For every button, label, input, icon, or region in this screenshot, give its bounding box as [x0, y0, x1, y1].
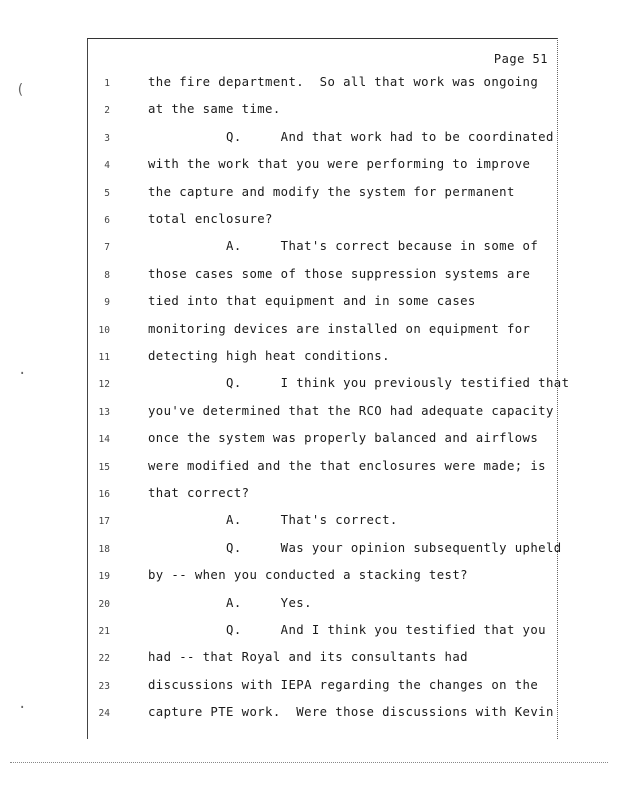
- transcript-line: [0, 677, 618, 704]
- transcript-line: [0, 458, 618, 485]
- line-number: 7: [104, 242, 110, 254]
- line-number: 12: [98, 379, 110, 391]
- line-text: A. Yes.: [148, 595, 312, 610]
- transcript-line: [0, 321, 618, 348]
- transcript-line: [0, 184, 618, 211]
- line-text: Q. And I think you testified that you: [148, 623, 546, 637]
- line-number: 18: [98, 543, 110, 555]
- line-text: at the same time.: [148, 102, 281, 117]
- line-text: those cases some of those suppression systems are: [148, 266, 531, 281]
- margin-mark: ·: [18, 700, 27, 716]
- line-text: capture PTE work. Were those discussions with Kevin: [148, 705, 554, 720]
- transcript-line: [0, 704, 618, 731]
- line-text: that correct?: [148, 486, 250, 500]
- line-number: 11: [98, 352, 110, 363]
- line-number: 21: [98, 626, 110, 637]
- line-number: 6: [104, 215, 110, 226]
- line-number: 19: [98, 571, 110, 583]
- line-number: 2: [104, 105, 110, 117]
- transcript-line: [0, 293, 618, 320]
- transcript-line: [0, 403, 618, 430]
- line-text: detecting high heat conditions.: [148, 349, 390, 363]
- line-text: A. That's correct because in some of: [148, 239, 539, 254]
- line-number: 4: [104, 160, 110, 172]
- line-number: 16: [98, 489, 110, 500]
- line-text: were modified and the that enclosures were made; is: [148, 458, 546, 473]
- line-text: with the work that you were performing to improve: [148, 157, 531, 172]
- transcript-line: [0, 512, 618, 539]
- transcript-line: [0, 74, 618, 101]
- line-number: 5: [104, 187, 110, 199]
- transcript-line: [0, 129, 618, 156]
- transcript-line: [0, 485, 618, 512]
- line-text: you've determined that the RCO had adequate capacity: [148, 403, 554, 418]
- line-text: Q. And that work had to be coordinated: [148, 129, 554, 144]
- line-number: 1: [104, 78, 110, 89]
- transcript-line: [0, 156, 618, 183]
- transcript-line: [0, 266, 618, 293]
- line-text: had -- that Royal and its consultants had: [148, 650, 468, 665]
- transcript-line: [0, 540, 618, 567]
- transcript-line: [0, 238, 618, 265]
- line-text: the fire department. So all that work was ongoing: [148, 75, 539, 89]
- line-number: 20: [98, 598, 110, 610]
- bottom-rule: [10, 762, 608, 763]
- transcript-line: [0, 622, 618, 649]
- line-number: 8: [104, 269, 110, 281]
- transcript-line: [0, 375, 618, 402]
- transcript-line: [0, 595, 618, 622]
- line-number: 15: [98, 461, 110, 473]
- line-number: 3: [104, 132, 110, 144]
- transcript-line: [0, 567, 618, 594]
- line-text: monitoring devices are installed on equipment for: [148, 321, 531, 336]
- line-number: 13: [98, 406, 110, 418]
- line-number: 24: [98, 708, 110, 720]
- line-text: discussions with IEPA regarding the changes on the: [148, 677, 539, 692]
- line-text: total enclosure?: [148, 212, 273, 226]
- line-text: A. That's correct.: [148, 513, 398, 528]
- line-text: tied into that equipment and in some cases: [148, 294, 476, 309]
- transcript-line: [0, 101, 618, 128]
- line-number: 9: [104, 297, 110, 309]
- line-text: Q. I think you previously testified that: [148, 376, 570, 391]
- line-number: 22: [98, 653, 110, 665]
- margin-mark: (: [16, 82, 25, 98]
- transcript-line: [0, 430, 618, 457]
- line-number: 10: [98, 324, 110, 336]
- transcript-line: [0, 649, 618, 676]
- line-text: the capture and modify the system for permanent: [148, 184, 515, 199]
- line-text: once the system was properly balanced and airflows: [148, 431, 539, 446]
- transcript-line: [0, 348, 618, 375]
- margin-mark: ·: [18, 366, 27, 382]
- line-number: 23: [98, 680, 110, 692]
- line-number: 14: [98, 434, 110, 446]
- line-text: by -- when you conducted a stacking test?: [148, 568, 468, 583]
- line-text: Q. Was your opinion subsequently upheld: [148, 540, 562, 555]
- page-number: Page 51: [493, 52, 548, 66]
- transcript-line: [0, 211, 618, 238]
- line-number: 17: [98, 516, 110, 528]
